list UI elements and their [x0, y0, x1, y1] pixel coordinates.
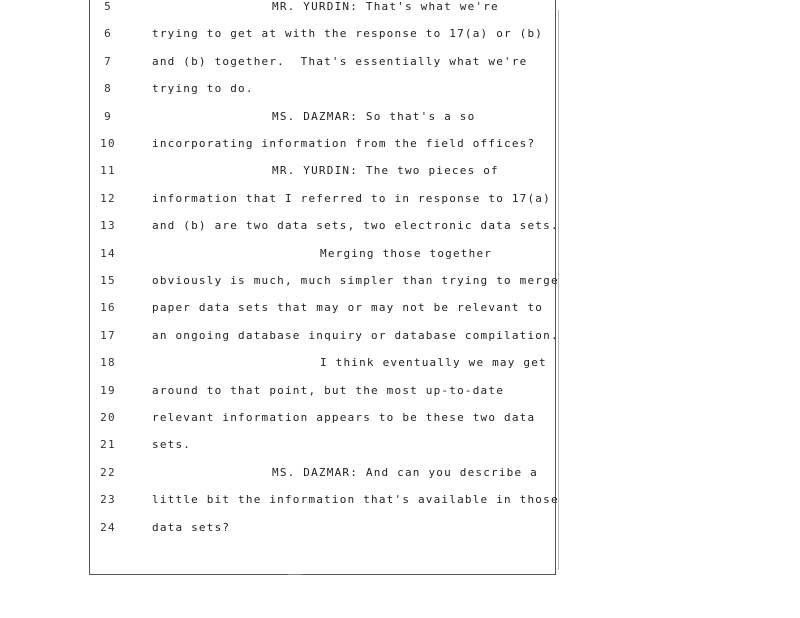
transcript-line [0, 435, 560, 455]
line-number: 7 [104, 54, 112, 68]
line-number: 11 [100, 164, 116, 178]
line-text: information that I referred to in response to 17(a) [152, 191, 551, 205]
transcript-line [0, 134, 560, 154]
line-number: 14 [100, 246, 116, 260]
transcript-line [0, 408, 560, 428]
line-text: MS. DAZMAR: So that's a so [272, 109, 476, 123]
line-text: Merging those together [320, 246, 493, 260]
transcript-line [0, 326, 560, 346]
page-border-bottom [89, 574, 556, 575]
transcript-line [0, 353, 560, 373]
line-number: 8 [104, 82, 112, 96]
line-number: 9 [104, 109, 112, 123]
line-text: paper data sets that may or may not be relevant to [152, 301, 544, 315]
line-text: trying to get at with the response to 17(a) or (b) [152, 27, 544, 41]
line-text: MS. DAZMAR: And can you describe a [272, 465, 538, 479]
transcript-line [0, 161, 560, 181]
line-text: I think eventually we may get [320, 356, 547, 370]
line-text: relevant information appears to be these two data [152, 411, 536, 424]
transcript-line [0, 216, 560, 236]
line-number: 16 [100, 301, 116, 315]
transcript-line [0, 463, 560, 483]
transcript-line [0, 381, 560, 401]
line-number: 12 [100, 191, 116, 205]
transcript-line [0, 271, 560, 291]
line-text: around to that point, but the most up-to-date [152, 383, 505, 397]
transcript-line [0, 24, 560, 44]
line-text: MR. YURDIN: The two pieces of [272, 164, 499, 178]
line-number: 5 [104, 0, 112, 13]
line-number: 20 [100, 411, 116, 424]
line-number: 17 [100, 328, 116, 342]
line-number: 19 [100, 383, 116, 397]
transcript-line [0, 107, 560, 127]
line-text: data sets? [152, 520, 231, 534]
line-number: 24 [100, 520, 116, 534]
transcript-line [0, 189, 560, 209]
transcript-line [0, 298, 560, 318]
line-text: and (b) together. That's essentially what we're [152, 54, 528, 68]
line-number: 22 [100, 465, 116, 479]
line-text: and (b) are two data sets, two electronic data sets. [152, 219, 559, 233]
transcript-line [0, 79, 560, 99]
line-text: an ongoing database inquiry or database compilation. [152, 328, 559, 342]
page-footer-mark [288, 574, 302, 579]
line-text: sets. [152, 438, 192, 452]
line-text: little bit the information that's available in those [152, 493, 559, 507]
line-number: 21 [100, 438, 116, 452]
line-number: 10 [100, 137, 116, 150]
transcript-line [0, 244, 560, 264]
line-number: 6 [104, 27, 112, 41]
line-number: 23 [100, 493, 116, 507]
transcript-line [0, 0, 560, 17]
transcript-line [0, 52, 560, 72]
line-number: 13 [100, 219, 116, 233]
transcript-line [0, 518, 560, 538]
line-text: obviously is much, much simpler than trying to merge [152, 274, 559, 287]
line-number: 15 [100, 274, 116, 287]
line-text: incorporating information from the field offices? [152, 137, 536, 150]
line-text: trying to do. [152, 82, 254, 96]
line-text: MR. YURDIN: That's what we're [272, 0, 499, 13]
line-number: 18 [100, 356, 116, 370]
transcript-line [0, 490, 560, 510]
